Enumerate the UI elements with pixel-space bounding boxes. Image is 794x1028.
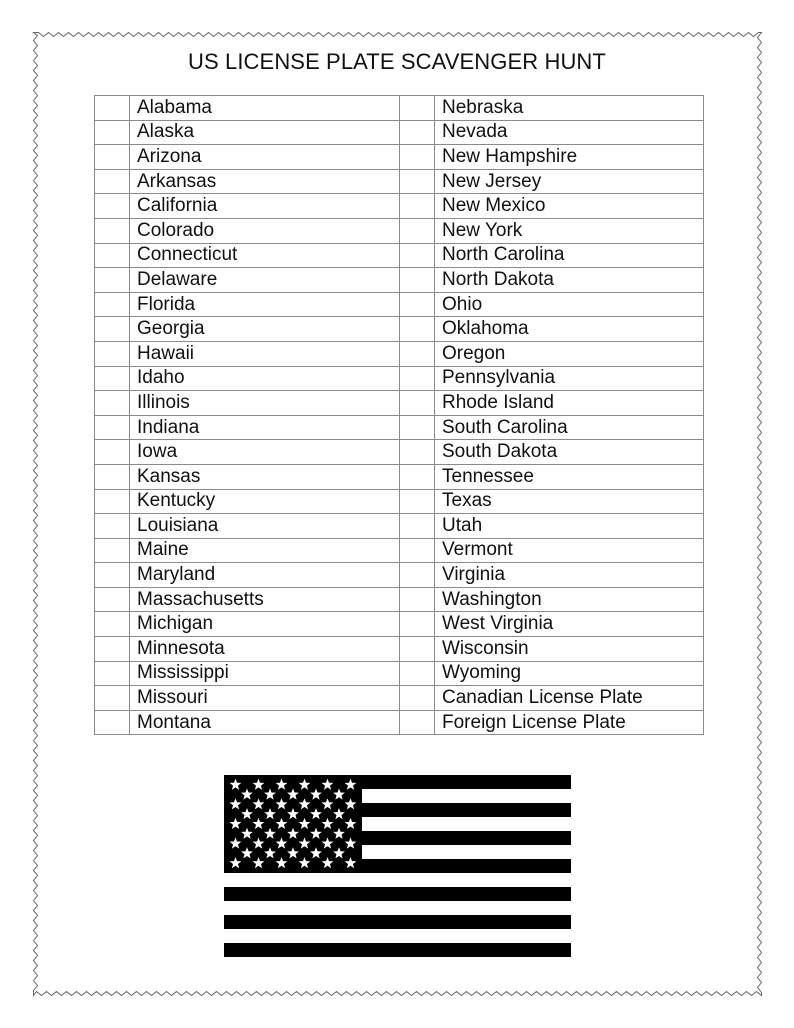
check-box[interactable] <box>400 96 435 121</box>
state-name: Florida <box>130 292 400 317</box>
state-name: Minnesota <box>130 637 400 662</box>
flag-stripe <box>224 915 571 929</box>
check-box[interactable] <box>400 292 435 317</box>
check-box[interactable] <box>400 366 435 391</box>
check-box[interactable] <box>95 464 130 489</box>
state-name: Illinois <box>130 391 400 416</box>
state-name: Wisconsin <box>435 637 704 662</box>
check-box[interactable] <box>400 415 435 440</box>
state-name: New York <box>435 218 704 243</box>
check-box[interactable] <box>95 686 130 711</box>
checklist-row <box>95 464 704 489</box>
state-name: Vermont <box>435 538 704 563</box>
checklist-row <box>95 587 704 612</box>
state-name: Idaho <box>130 366 400 391</box>
checklist-row <box>95 710 704 735</box>
check-box[interactable] <box>400 661 435 686</box>
checklist-row <box>95 538 704 563</box>
state-name: Nebraska <box>435 96 704 121</box>
check-box[interactable] <box>95 194 130 219</box>
state-name: Georgia <box>130 317 400 342</box>
state-name: North Dakota <box>435 268 704 293</box>
checklist-row <box>95 686 704 711</box>
checklist-row <box>95 268 704 293</box>
checklist-row <box>95 292 704 317</box>
check-box[interactable] <box>95 243 130 268</box>
state-name: Canadian License Plate <box>435 686 704 711</box>
checklist-row <box>95 612 704 637</box>
check-box[interactable] <box>400 391 435 416</box>
check-box[interactable] <box>95 514 130 539</box>
state-name: Delaware <box>130 268 400 293</box>
state-name: Oregon <box>435 341 704 366</box>
state-name: Hawaii <box>130 341 400 366</box>
check-box[interactable] <box>95 587 130 612</box>
check-box[interactable] <box>400 169 435 194</box>
check-box[interactable] <box>95 96 130 121</box>
checklist-row <box>95 415 704 440</box>
checklist-row <box>95 145 704 170</box>
state-name: South Carolina <box>435 415 704 440</box>
state-name: Rhode Island <box>435 391 704 416</box>
state-name: Michigan <box>130 612 400 637</box>
check-box[interactable] <box>400 710 435 735</box>
state-name: Massachusetts <box>130 587 400 612</box>
state-name: Ohio <box>435 292 704 317</box>
checklist-row <box>95 637 704 662</box>
state-name: Wyoming <box>435 661 704 686</box>
flag-stripe <box>224 887 571 901</box>
state-name: Washington <box>435 587 704 612</box>
check-box[interactable] <box>95 268 130 293</box>
state-name: Alabama <box>130 96 400 121</box>
checklist-row <box>95 218 704 243</box>
state-name: Utah <box>435 514 704 539</box>
check-box[interactable] <box>400 440 435 465</box>
state-name: Virginia <box>435 563 704 588</box>
checklist-row <box>95 243 704 268</box>
state-name: Colorado <box>130 218 400 243</box>
page-title: US LICENSE PLATE SCAVENGER HUNT <box>188 49 606 74</box>
check-box[interactable] <box>400 587 435 612</box>
state-name: Arizona <box>130 145 400 170</box>
check-box[interactable] <box>400 686 435 711</box>
checklist-row <box>95 194 704 219</box>
checklist-row <box>95 366 704 391</box>
check-box[interactable] <box>95 489 130 514</box>
state-name: North Carolina <box>435 243 704 268</box>
flag-stripe <box>224 943 571 957</box>
check-box[interactable] <box>400 538 435 563</box>
state-name: New Mexico <box>435 194 704 219</box>
state-name: Louisiana <box>130 514 400 539</box>
checklist-row <box>95 96 704 121</box>
check-box[interactable] <box>95 710 130 735</box>
check-box[interactable] <box>400 317 435 342</box>
state-name: Maryland <box>130 563 400 588</box>
check-box[interactable] <box>95 341 130 366</box>
state-name: Nevada <box>435 120 704 145</box>
check-box[interactable] <box>95 612 130 637</box>
check-box[interactable] <box>400 268 435 293</box>
state-name: Pennsylvania <box>435 366 704 391</box>
checklist-row <box>95 120 704 145</box>
check-box[interactable] <box>95 317 130 342</box>
checklist-row <box>95 317 704 342</box>
license-plate-checklist <box>94 95 704 735</box>
state-name: Arkansas <box>130 169 400 194</box>
check-box[interactable] <box>400 637 435 662</box>
state-name: Mississippi <box>130 661 400 686</box>
check-box[interactable] <box>400 120 435 145</box>
state-name: California <box>130 194 400 219</box>
state-name: New Jersey <box>435 169 704 194</box>
checklist-row <box>95 169 704 194</box>
check-box[interactable] <box>400 563 435 588</box>
state-name: Tennessee <box>435 464 704 489</box>
check-box[interactable] <box>95 366 130 391</box>
check-box[interactable] <box>95 440 130 465</box>
checklist-row <box>95 489 704 514</box>
check-box[interactable] <box>95 169 130 194</box>
check-box[interactable] <box>400 341 435 366</box>
check-box[interactable] <box>95 415 130 440</box>
state-name: Alaska <box>130 120 400 145</box>
check-box[interactable] <box>95 563 130 588</box>
checklist-row <box>95 440 704 465</box>
state-name: Iowa <box>130 440 400 465</box>
state-name: Connecticut <box>130 243 400 268</box>
state-name: Kentucky <box>130 489 400 514</box>
state-name: Maine <box>130 538 400 563</box>
state-name: Kansas <box>130 464 400 489</box>
check-box[interactable] <box>95 391 130 416</box>
check-box[interactable] <box>400 243 435 268</box>
check-box[interactable] <box>95 661 130 686</box>
state-name: Montana <box>130 710 400 735</box>
check-box[interactable] <box>95 538 130 563</box>
state-name: Oklahoma <box>435 317 704 342</box>
checklist-row <box>95 563 704 588</box>
state-name: Foreign License Plate <box>435 710 704 735</box>
check-box[interactable] <box>400 145 435 170</box>
checklist-row <box>95 514 704 539</box>
state-name: Texas <box>435 489 704 514</box>
state-name: South Dakota <box>435 440 704 465</box>
check-box[interactable] <box>400 514 435 539</box>
check-box[interactable] <box>95 145 130 170</box>
state-name: New Hampshire <box>435 145 704 170</box>
check-box[interactable] <box>400 612 435 637</box>
check-box[interactable] <box>400 218 435 243</box>
check-box[interactable] <box>95 218 130 243</box>
state-name: Missouri <box>130 686 400 711</box>
us-flag-icon <box>224 775 571 957</box>
checklist-row <box>95 661 704 686</box>
checklist-row <box>95 391 704 416</box>
check-box[interactable] <box>95 292 130 317</box>
check-box[interactable] <box>95 120 130 145</box>
check-box[interactable] <box>400 194 435 219</box>
check-box[interactable] <box>400 464 435 489</box>
state-name: Indiana <box>130 415 400 440</box>
check-box[interactable] <box>400 489 435 514</box>
check-box[interactable] <box>95 637 130 662</box>
checklist-row <box>95 341 704 366</box>
state-name: West Virginia <box>435 612 704 637</box>
